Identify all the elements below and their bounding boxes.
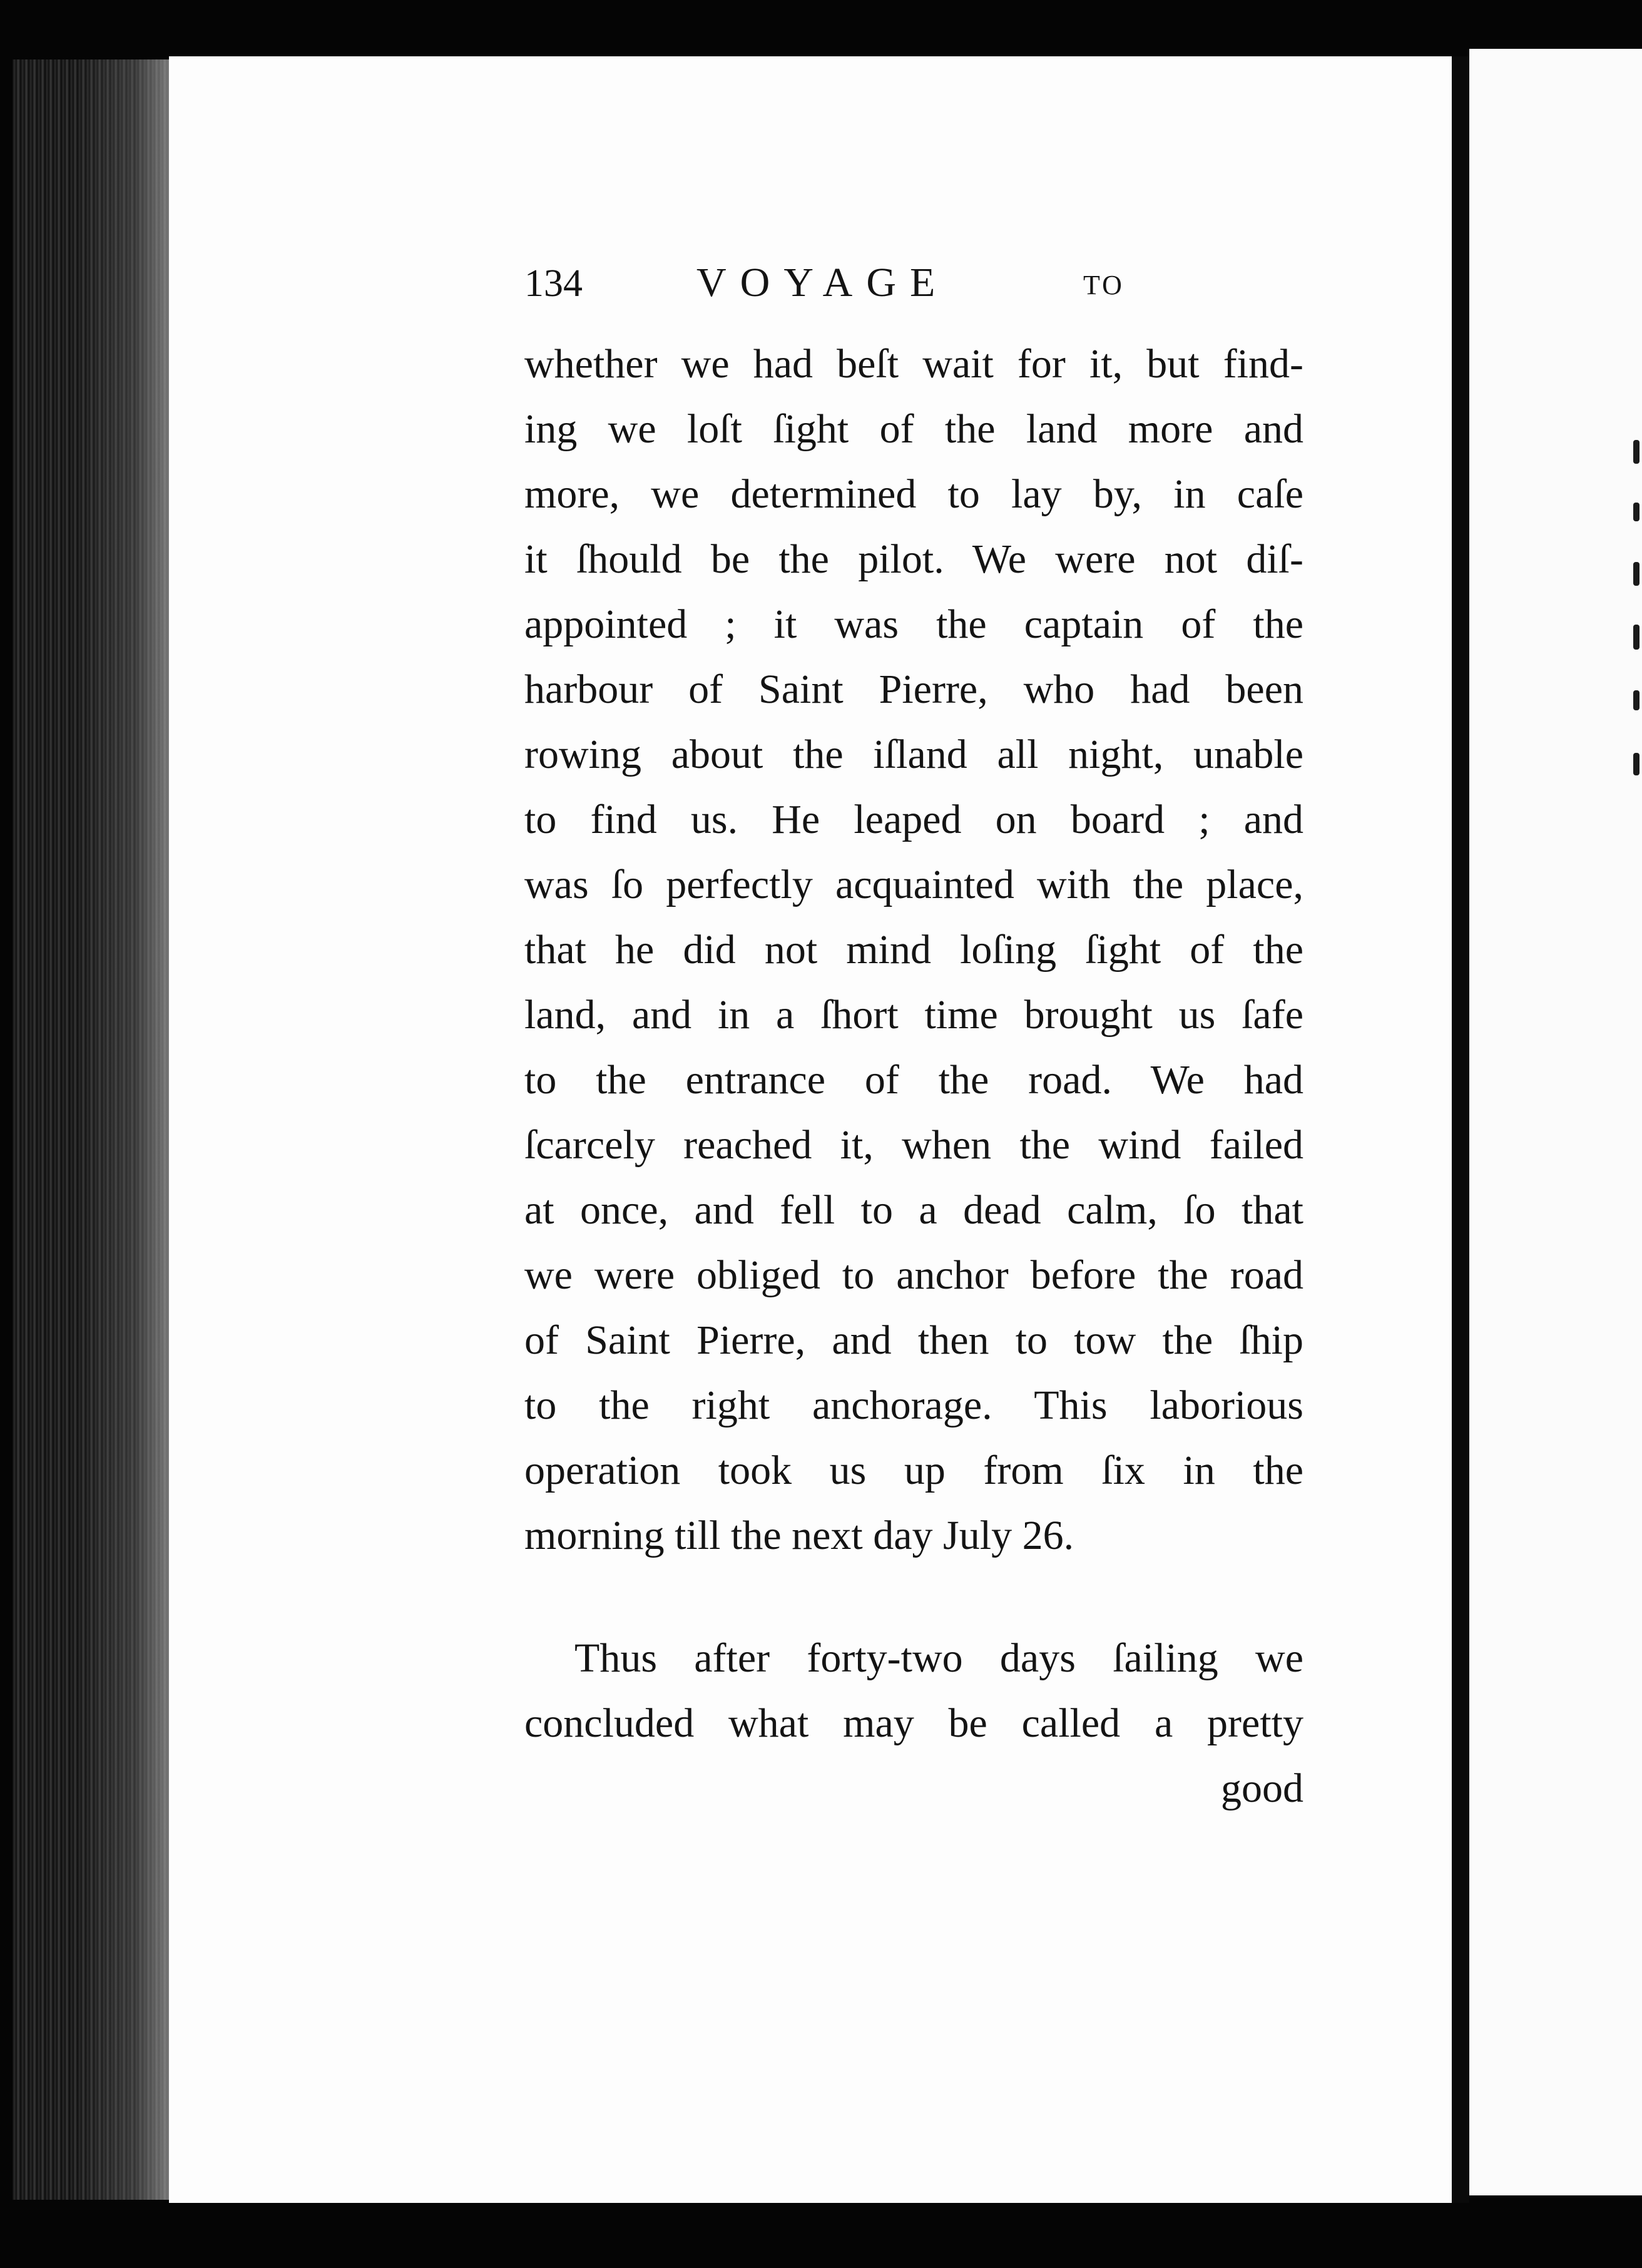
text-line: of Saint Pierre, and then to tow the ſhip <box>524 1317 1303 1363</box>
right-page-ink-mark <box>1633 753 1639 775</box>
right-page-ink-mark <box>1633 562 1639 586</box>
running-title: VOYAGE <box>696 260 949 305</box>
text-line: at once, and fell to a dead calm, ſo that <box>524 1187 1303 1233</box>
page-number: 134 <box>524 262 583 305</box>
text-line: ſcarcely reached it, when the wind failed <box>524 1122 1303 1168</box>
right-page-ink-mark <box>1633 690 1639 710</box>
text-line: concluded what may be called a pretty <box>524 1700 1303 1746</box>
text-line: land, and in a ſhort time brought us ſafe <box>524 992 1303 1038</box>
text-line: whether we had beſt wait for it, but find- <box>524 341 1303 387</box>
page-text-block <box>524 250 1303 1821</box>
right-page-edge <box>1469 49 1642 2195</box>
paragraph-gap <box>524 1568 1303 1626</box>
text-line: morning till the next day July 26. <box>524 1513 1074 1558</box>
text-line: we were obliged to anchor before the road <box>524 1252 1303 1298</box>
binding-shadow <box>75 59 175 2200</box>
text-line: appointed ; it was the captain of the <box>524 601 1303 647</box>
text-line: to find us. He leaped on board ; and <box>524 797 1303 842</box>
right-page-ink-mark <box>1633 440 1639 464</box>
text-line: harbour of Saint Pierre, who had been <box>524 667 1303 712</box>
right-page-ink-mark <box>1633 503 1639 521</box>
running-head <box>524 250 1303 332</box>
catchword: good <box>1221 1765 1303 1811</box>
paragraph <box>524 332 1303 1568</box>
text-line: to the right anchorage. This laborious <box>524 1382 1303 1428</box>
text-line: was ſo perfectly acquainted with the place, <box>524 862 1303 907</box>
paragraph <box>524 1626 1303 1756</box>
right-page-ink-mark <box>1633 625 1639 650</box>
page-gutter <box>1452 56 1469 2203</box>
text-line: to the entrance of the road. We had <box>524 1057 1303 1103</box>
text-line: it ſhould be the pilot. We were not diſ- <box>524 536 1303 582</box>
running-title-to: TO <box>1083 270 1124 300</box>
text-line: operation took us up from ſix in the <box>524 1448 1303 1493</box>
text-line: rowing about the iſland all night, unable <box>524 732 1303 777</box>
text-line: ing we loſt ſight of the land more and <box>524 406 1303 452</box>
text-line: Thus after forty-two days ſailing we <box>574 1635 1303 1681</box>
text-line: more, we determined to lay by, in caſe <box>524 471 1303 517</box>
text-line: that he did not mind loſing ſight of the <box>524 927 1303 973</box>
